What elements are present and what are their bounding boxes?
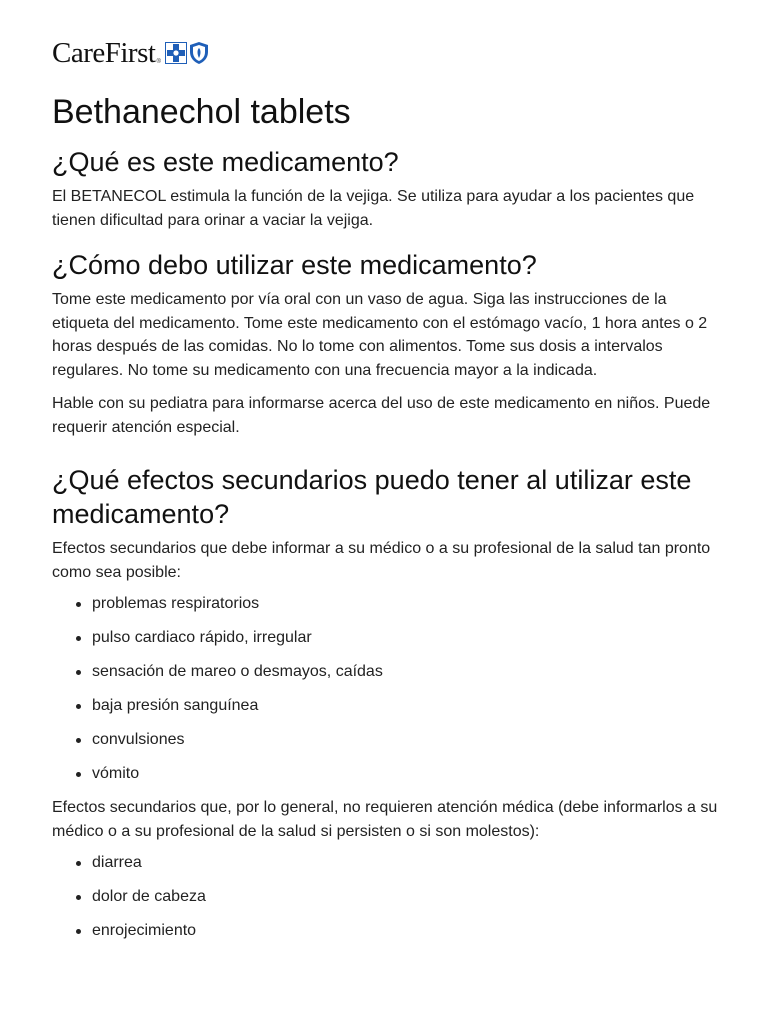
section-paragraph-children: Hable con su pediatra para informarse acerca del uso de este medicamento en niños. Puede requerir atención especial. [52, 395, 711, 436]
list-item: enrojecimiento [52, 919, 722, 942]
minor-effects-intro: Efectos secundarios que, por lo general, no requieren atención médica (debe informarlos a su médico o a su profesional de la salud si persisten o si son molestos): [52, 799, 718, 840]
section-paragraph-how: Tome este medicamento por vía oral con un vaso de agua. Siga las instrucciones de la etiqueta del medicamento. Tome este medicamento con el estómago vacío, 1 hora antes o 2 horas después de las comidas. No lo tome con alimentos. Tome sus dosis a intervalos regulares. No tome su medicamento con una frecuencia mayor a la indicada. [52, 291, 708, 379]
minor-effects-list [52, 851, 722, 942]
list-item: pulso cardiaco rápido, irregular [52, 626, 722, 649]
section-heading-how: ¿Cómo debo utilizar este medicamento? [52, 250, 537, 280]
carefirst-logo [52, 36, 209, 70]
logo-wordmark: CareFirst [52, 36, 156, 69]
list-item: diarrea [52, 851, 722, 874]
blue-cross-icon [165, 42, 187, 64]
section-paragraph-what: El BETANECOL estimula la función de la vejiga. Se utiliza para ayudar a los pacientes que tienen dificultad para orinar a vaciar la vejiga. [52, 188, 695, 229]
serious-effects-intro: Efectos secundarios que debe informar a su médico o a su profesional de la salud tan pronto como sea posible: [52, 540, 711, 581]
serious-effects-list [52, 592, 722, 785]
blue-shield-icon [189, 41, 209, 65]
list-item: convulsiones [52, 728, 722, 751]
list-item: dolor de cabeza [52, 885, 722, 908]
list-item: baja presión sanguínea [52, 694, 722, 717]
list-item: sensación de mareo o desmayos, caídas [52, 660, 722, 683]
document-content [52, 90, 722, 953]
section-heading-what: ¿Qué es este medicamento? [52, 147, 399, 177]
logo-marks [165, 41, 209, 65]
list-item: vómito [52, 762, 722, 785]
section-heading-side-effects: ¿Qué efectos secundarios puedo tener al utilizar este medicamento? [52, 465, 692, 529]
list-item: problemas respiratorios [52, 592, 722, 615]
page-title: Bethanechol tablets [52, 93, 351, 131]
logo-trademark: ® [156, 59, 161, 65]
